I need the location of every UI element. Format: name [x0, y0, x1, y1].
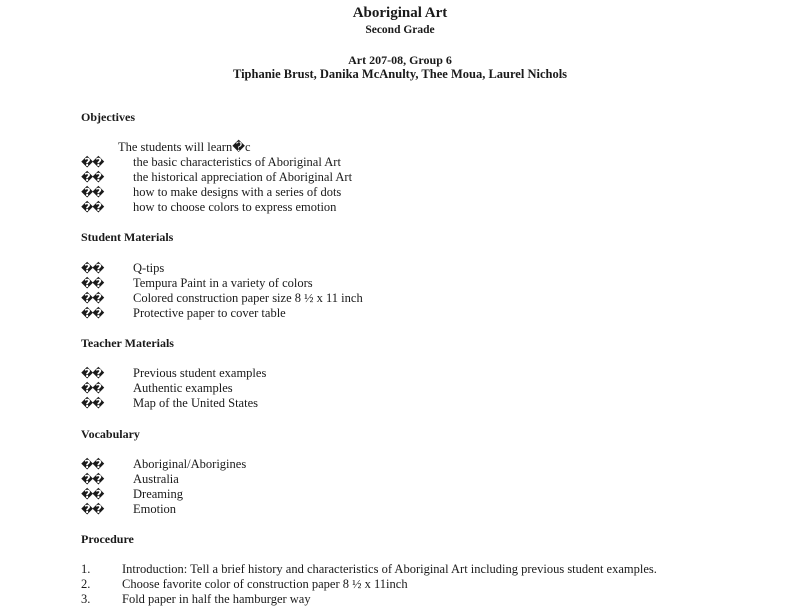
document-subtitle: Second Grade [365, 24, 435, 36]
bullet-icon: �� [81, 307, 104, 320]
bullet-icon: �� [81, 171, 104, 184]
step-number: 2. [81, 577, 91, 591]
authors: Tiphanie Brust, Danika McAnulty, Thee Moua, Laurel Nichols [232, 67, 568, 81]
bullet-icon: �� [81, 397, 104, 410]
teacher-materials-heading: Teacher Materials [81, 336, 174, 350]
bullet-icon: �� [81, 473, 104, 486]
bullet-icon: �� [81, 367, 104, 380]
procedure-heading: Procedure [81, 532, 134, 546]
step-number: 3. [81, 592, 91, 606]
bullet-icon: �� [81, 458, 104, 471]
bullet-icon: �� [81, 186, 104, 199]
bullet-icon: �� [81, 292, 104, 305]
bullet-icon: �� [81, 382, 104, 395]
document-title: Aboriginal Art [352, 5, 448, 21]
bullet-icon: �� [81, 262, 104, 275]
objectives-heading: Objectives [81, 110, 135, 124]
bullet-icon: �� [81, 488, 104, 501]
step-text: Introduction: Tell a brief history and characteristics of Aboriginal Art including previous student examples. [122, 562, 657, 576]
step-text: Choose favorite color of construction paper 8 ½ x 11inch [122, 577, 408, 591]
bullet-icon: �� [81, 156, 104, 169]
bullet-icon: �� [81, 503, 104, 516]
course-info: Art 207-08, Group 6 [348, 53, 452, 67]
bullet-icon: �� [81, 277, 104, 290]
step-text: Fold paper in half the hamburger way [122, 592, 311, 606]
bullet-icon: �� [81, 201, 104, 214]
objectives-intro: The students will learn�c [118, 140, 251, 154]
student-materials-heading: Student Materials [81, 230, 174, 244]
step-number: 1. [81, 562, 91, 576]
vocabulary-heading: Vocabulary [81, 427, 140, 441]
document-page: Aboriginal Art Second Grade Art 207-08, Group 6 Tiphanie Brust, Danika McAnulty, Thee Moua, Laurel Nichols Objectives The students will learn�c �� the basic characteristics of Aboriginal Art �� the historical appreciation of Aboriginal Art �� how to make designs with a series of dots �� how to choose colors to express emotion Student Materials �� Q-tips �� Tempura Paint in a variety of colors �� Colored construction paper size 8 ½ x 11 inch �� Protective paper to cover table Teacher Materials �� Previous student examples �� Authentic examples �� Map of the United States Vocabulary �� Aboriginal/Aborigines �� Australia �� Dreaming �� Emotion Procedure 1. Introduction: Tell a brief history and characteristics of Aboriginal Art including previous student examples. 2. Choose favorite color of construction paper 8 ½ x 11inch 3. Fold paper in half the hamburger way [0, 0, 800, 600]
